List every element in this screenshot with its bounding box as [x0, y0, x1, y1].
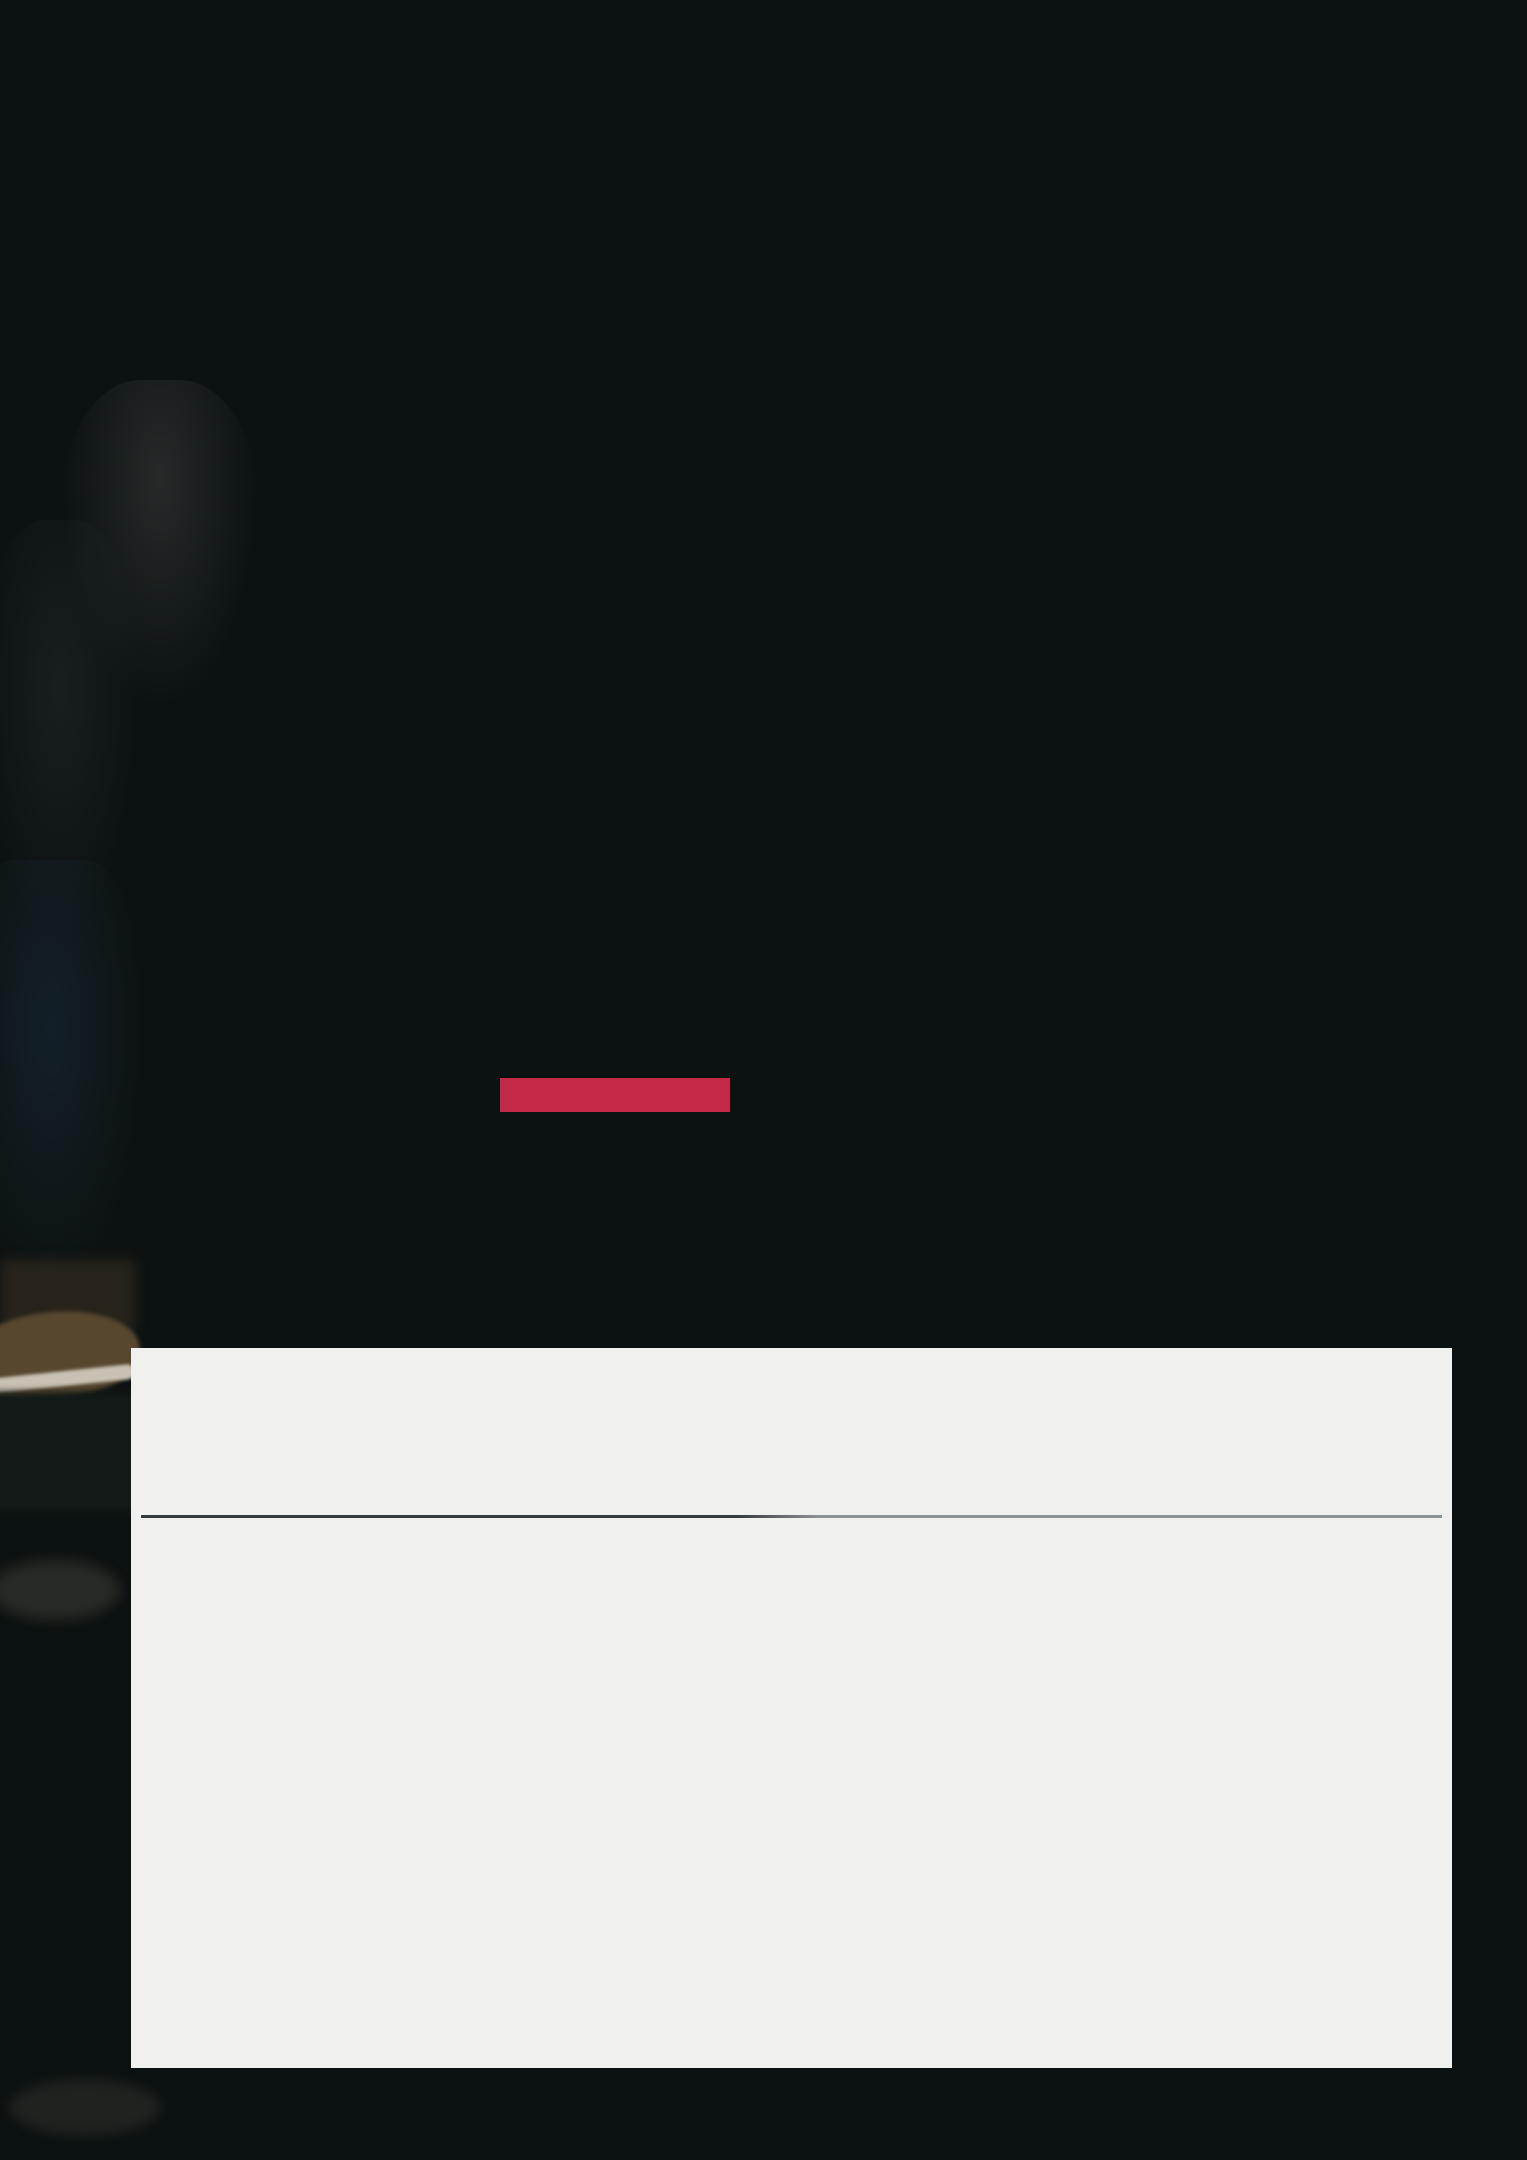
background-photo-shirt: [0, 520, 140, 940]
premium-series-badge: [500, 1078, 730, 1112]
background-photo-shoe: [0, 1364, 135, 1396]
table-top-border: [141, 1515, 1442, 1518]
comparison-panel: [131, 1348, 1452, 2068]
background-photo-jacket: [0, 860, 140, 1280]
background-photo-shelf: [0, 1260, 135, 1330]
background-photo-shirt: [60, 380, 260, 710]
background-photo-shelf: [0, 1392, 140, 1512]
background-photo-shoe: [10, 2080, 160, 2135]
background-photo-shoe: [0, 1560, 120, 1620]
background-photo-shoe: [0, 1302, 145, 1408]
